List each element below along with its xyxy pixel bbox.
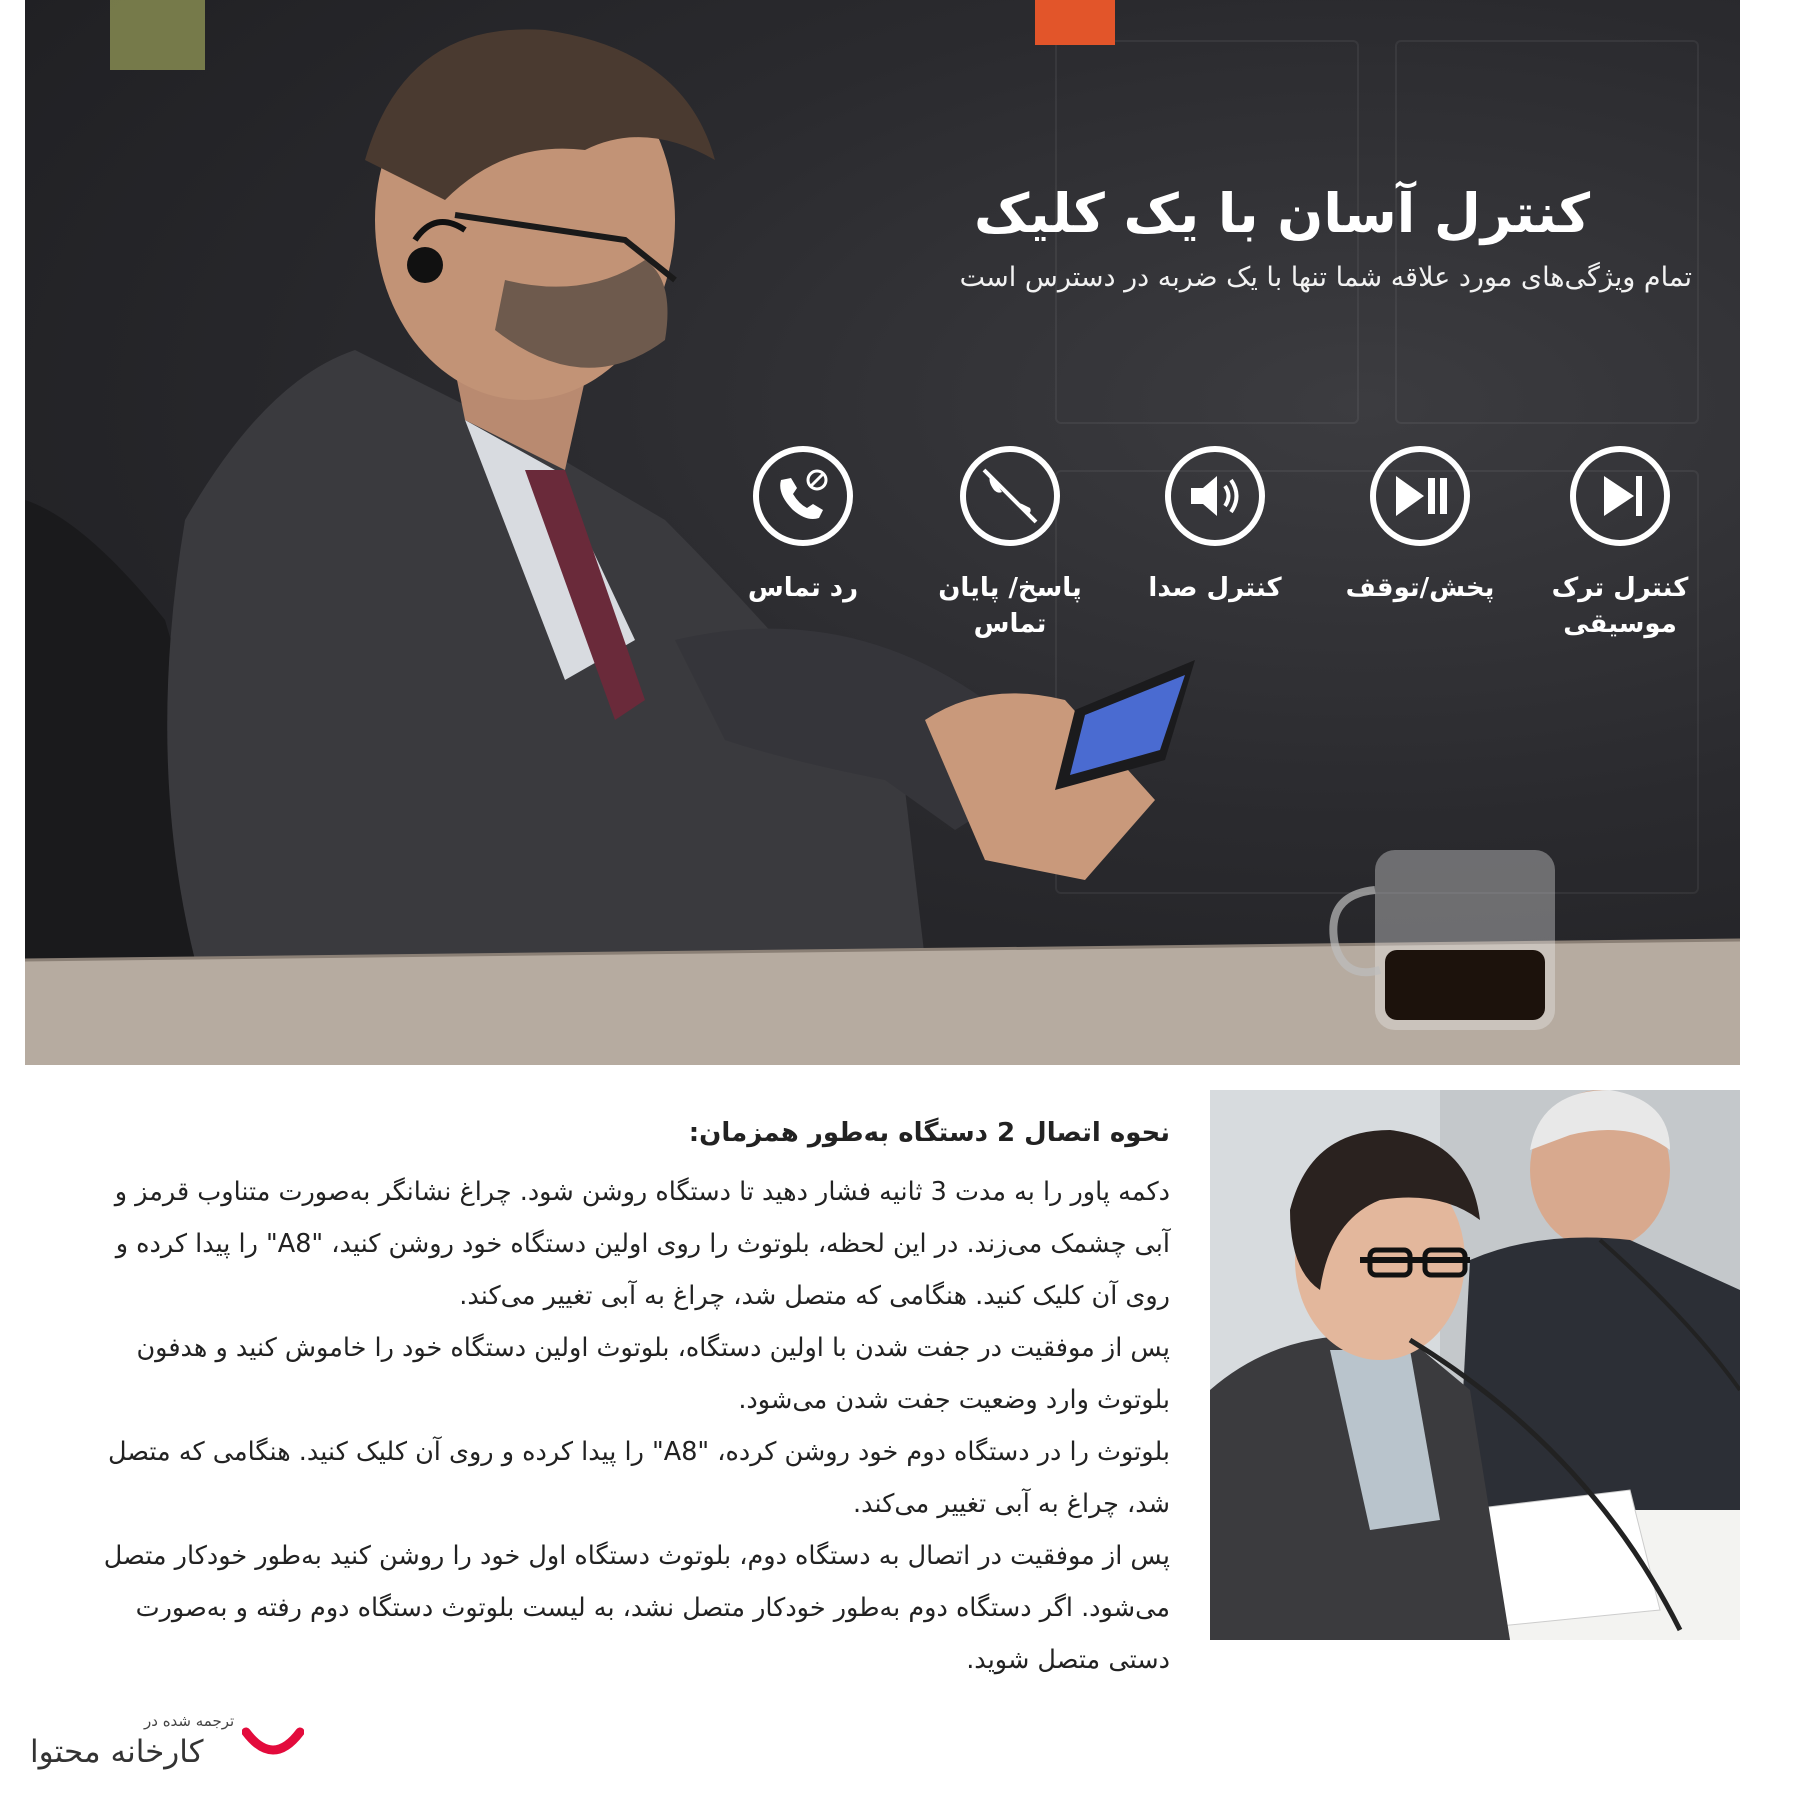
- volume-icon: [1165, 446, 1265, 546]
- answer-end-call-icon: [960, 446, 1060, 546]
- play-pause-icon: [1370, 446, 1470, 546]
- smile-logo-icon: [242, 1726, 304, 1760]
- feature-label: پاسخ/ پایان تماس: [938, 573, 1082, 639]
- feature-label: رد تماس: [747, 573, 859, 603]
- instruction-paragraph: پس از موفقیت در اتصال به دستگاه دوم، بلوتوث دستگاه اول خود را روشن کنید به‌طور خودکار متصل می‌شود. اگر دستگاه دوم به‌طور خودکار متصل نشد، به لیست بلوتوث دستگاه دوم رفته و به‌صورت دستی متصل شوید.: [103, 1541, 1170, 1675]
- hero-banner: [25, 0, 1740, 1065]
- next-track-icon: [1570, 446, 1670, 546]
- logo-tagline: ترجمه شده در: [144, 1712, 235, 1730]
- feature-label: پخش/توقف: [1345, 573, 1495, 603]
- feature-label: کنترل ترک موسیقی: [1551, 573, 1689, 639]
- feature-label: کنترل صدا: [1148, 573, 1282, 603]
- brand-logo: [30, 1712, 290, 1780]
- instruction-paragraph: بلوتوث را در دستگاه دوم خود روشن کرده، "A8" را پیدا کرده و روی آن کلیک کنید. هنگامی که متصل شد، چراغ به آبی تغییر می‌کند.: [107, 1437, 1170, 1519]
- feature-next-track: [1525, 446, 1715, 642]
- feature-play-pause: [1325, 446, 1515, 606]
- feature-answer-end-call: [915, 446, 1105, 642]
- instructions-body: [75, 1166, 1170, 1686]
- feature-volume: [1120, 446, 1310, 606]
- hero-title: کنترل آسان با یک کلیک: [973, 182, 1590, 245]
- reject-call-icon: [753, 446, 853, 546]
- instructions-title: نحوه اتصال 2 دستگاه به‌طور همزمان:: [688, 1118, 1170, 1148]
- conference-woman-photo: [1210, 1090, 1740, 1640]
- logo-name: کارخانه محتوا: [30, 1734, 204, 1770]
- instruction-paragraph: دکمه پاور را به مدت 3 ثانیه فشار دهید تا دستگاه روشن شود. چراغ نشانگر به‌صورت متناوب قرمز و آبی چشمک می‌زند. در این لحظه، بلوتوث را روی اولین دستگاه خود روشن کنید، "A8" را پیدا کرده و روی آن کلیک کنید. هنگامی که متصل شد، چراغ به آبی تغییر می‌کند.: [114, 1177, 1170, 1311]
- feature-reject-call: [708, 446, 898, 606]
- instruction-paragraph: پس از موفقیت در جفت شدن با اولین دستگاه، بلوتوث اولین دستگاه خود را خاموش کنید و هدفون بلوتوث وارد وضعیت جفت شدن می‌شود.: [136, 1333, 1170, 1415]
- hero-subtitle: تمام ویژگی‌های مورد علاقه شما تنها با یک ضربه در دسترس است: [959, 262, 1692, 293]
